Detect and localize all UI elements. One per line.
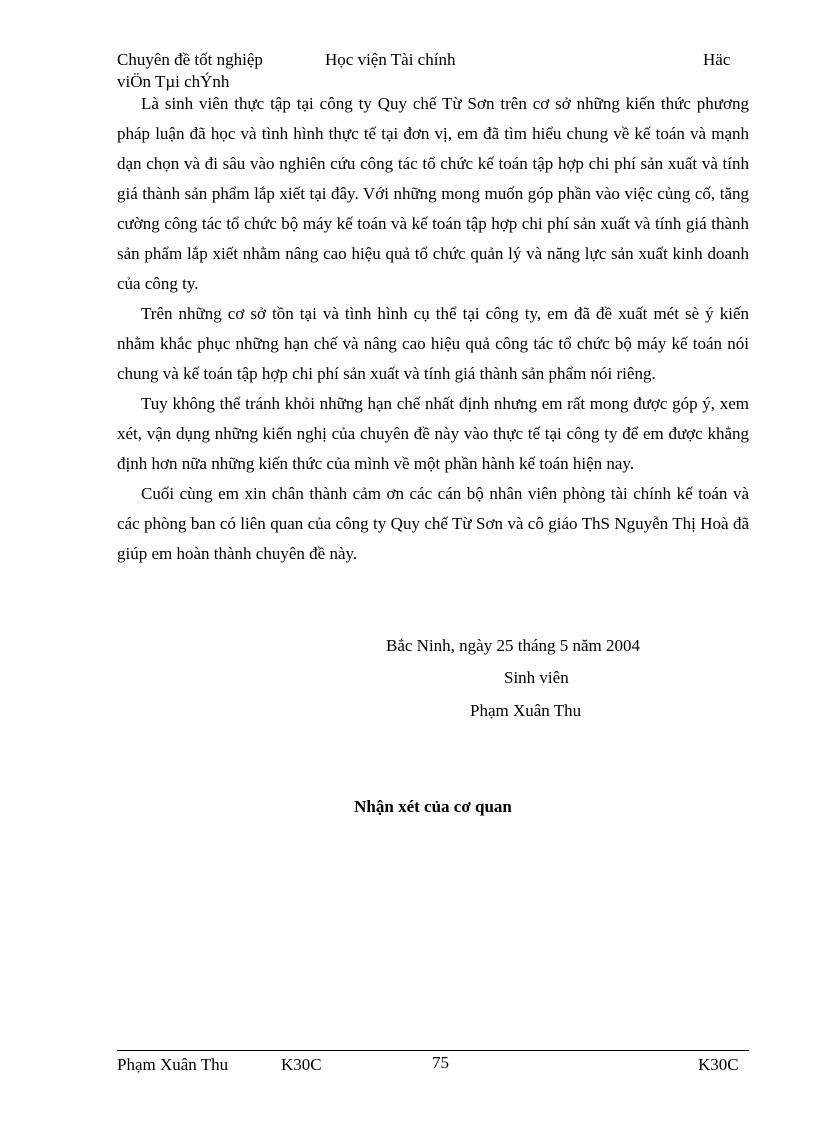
review-heading: Nhận xét của cơ quan bbox=[354, 797, 512, 816]
footer-author: Phạm Xuân Thu bbox=[117, 1055, 229, 1074]
body-text bbox=[117, 89, 749, 569]
paragraph-3: Tuy không thể tránh khỏi những hạn chế nhất định nhưng em rất mong được góp ý, xem xét, vận dụng những kiến nghị của chuyên đề này vào thực tế tại công ty để em được khẳng định hơn nữa những kiến thức của mình về một phần hành kế toán hiện nay. bbox=[117, 394, 749, 473]
signature-date: Bắc Ninh, ngày 25 tháng 5 năm 2004 bbox=[386, 636, 641, 655]
header-second-line: viÖn Tµi chÝnh bbox=[117, 72, 230, 91]
header-institution: Học viện Tài chính bbox=[325, 50, 456, 69]
signature-name: Phạm Xuân Thu bbox=[470, 701, 582, 720]
footer-class-right: K30C bbox=[698, 1055, 739, 1074]
footer-divider bbox=[117, 1050, 749, 1051]
footer-class-left: K30C bbox=[281, 1055, 322, 1074]
header-thesis-label: Chuyên đề tốt nghiệp bbox=[117, 50, 263, 69]
footer-page-number: 75 bbox=[432, 1053, 449, 1072]
header-right-text: Häc bbox=[703, 50, 731, 69]
paragraph-4: Cuối cùng em xin chân thành cảm ơn các cán bộ nhân viên phòng tài chính kế toán và các phòng ban có liên quan của công ty Quy chế Từ Sơn và cô giáo ThS Nguyễn Thị Hoà đã giúp em hoàn thành chuyên đề này. bbox=[117, 484, 749, 563]
paragraph-2: Trên những cơ sở tồn tại và tình hình cụ thể tại công ty, em đã đề xuất mét sè ý kiến nhằm khắc phục những hạn chế và nâng cao hiệu quả công tác tổ chức bộ máy kế toán nói chung và kế toán tập hợp chi phí sản xuất và tính giá thành sản phẩm nói riêng. bbox=[117, 304, 749, 383]
signature-role: Sinh viên bbox=[504, 668, 569, 687]
paragraph-1: Là sinh viên thực tập tại công ty Quy chế Từ Sơn trên cơ sở những kiến thức phương pháp luận đã học và tình hình thực tế tại đơn vị, em đã tìm hiểu chung về kế toán và mạnh dạn chọn và đi sâu vào nghiên cứu công tác tổ chức kế toán tập hợp chi phí sản xuất và tính giá thành sản phẩm lắp xiết tại đây. Với những mong muốn góp phần vào việc củng cố, tăng cường công tác tổ chức bộ máy kế toán và kế toán tập hợp chi phí sản xuất và tính giá thành sản phẩm lắp xiết nhằm nâng cao hiệu quả tổ chức quản lý và năng lực sản xuất kinh doanh của công ty. bbox=[117, 94, 749, 293]
